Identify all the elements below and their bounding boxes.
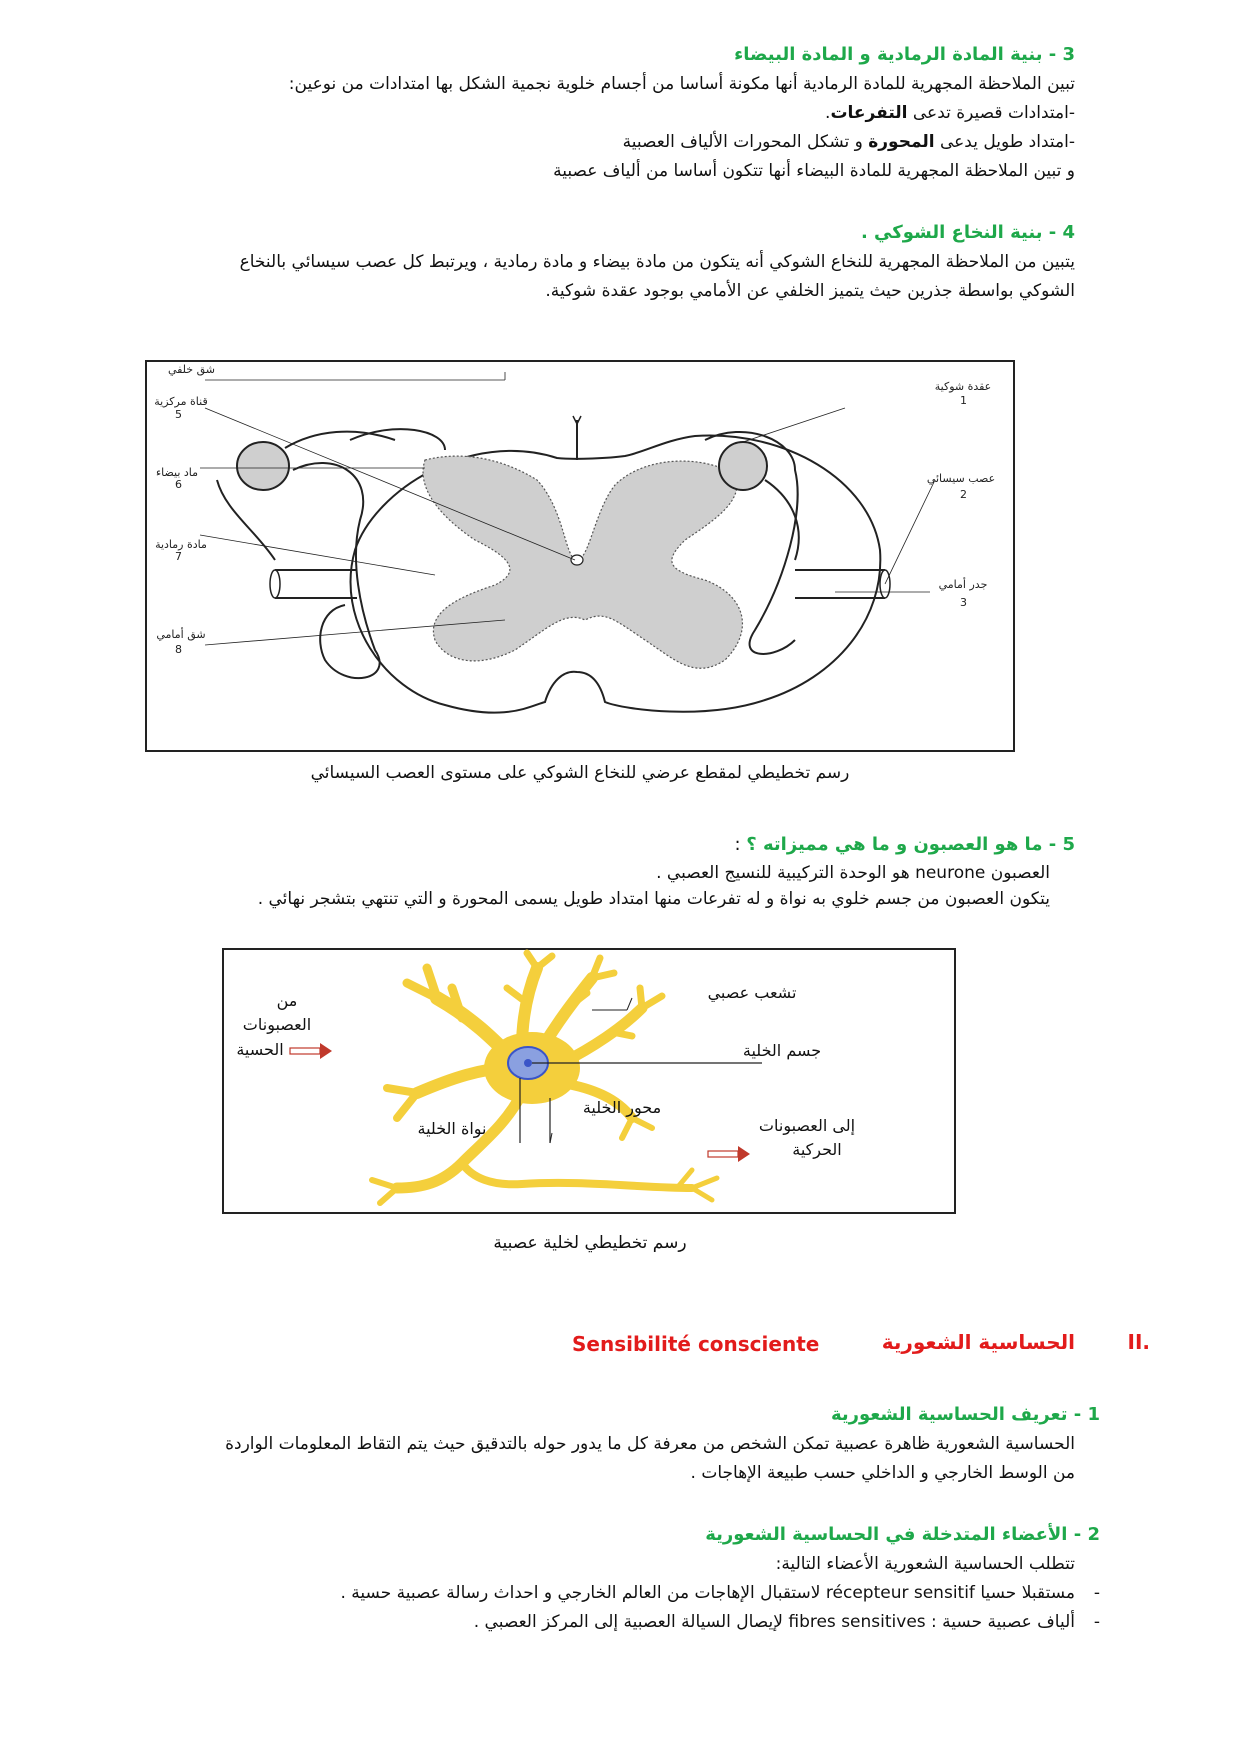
label-to-neurons: إلى العصبونات bbox=[758, 1116, 856, 1135]
part-2-section-2 bbox=[100, 1520, 1100, 1637]
s5-line1: العصبون neurone هو الوحدة التركيبية للنسيج العصبي . bbox=[656, 863, 1050, 883]
p2s2-intro: تتطلب الحساسية الشعورية الأعضاء التالية: bbox=[775, 1554, 1075, 1574]
label-anterior-root: جدر أمامي bbox=[938, 578, 988, 591]
p2s2-item1: -مستقبلا حسيا récepteur sensitif لاستقبال الإهاجات من العالم الخارجي و احداث رسالة عصبية حسية . bbox=[340, 1583, 1100, 1603]
label-dendrite: تشعب عصبي bbox=[707, 983, 797, 1002]
label-nucleus: نواة الخلية bbox=[417, 1119, 487, 1138]
label-num-2: 2 bbox=[960, 488, 967, 501]
label-motor: الحركية bbox=[792, 1140, 842, 1159]
label-central-canal: قناة مركزية bbox=[154, 395, 208, 408]
s3-line4: و تبين الملاحظة المجهرية للمادة البيضاء أنها تتكون أساسا من ألياف عصبية bbox=[553, 161, 1075, 181]
p2s1-heading: 1 - تعريف الحساسية الشعورية bbox=[830, 1404, 1100, 1425]
section-4-heading: 4 - بنية النخاع الشوكي . bbox=[860, 222, 1075, 243]
label-white-matter: ماد بيضاء bbox=[155, 466, 199, 479]
label-neurons-left: العصبونات bbox=[242, 1015, 312, 1034]
label-spinal-nerve: عصب سيسائي bbox=[926, 472, 996, 485]
label-num-7: 7 bbox=[175, 550, 182, 563]
label-num-8: 8 bbox=[175, 643, 182, 656]
section-5 bbox=[125, 830, 1075, 912]
section-4 bbox=[105, 218, 1075, 306]
left-ganglion bbox=[237, 442, 289, 490]
neuron-diagram-caption: رسم تخطيطي لخلية عصبية bbox=[493, 1233, 687, 1253]
p2s1-line2: من الوسط الخارجي و الداخلي حسب طبيعة الإهاجات . bbox=[690, 1463, 1075, 1483]
section-3 bbox=[175, 40, 1075, 186]
spinal-diagram-caption: رسم تخطيطي لمقطع عرضي للنخاع الشوكي على مستوى العصب السيسائي bbox=[310, 763, 850, 783]
neuron-diagram bbox=[222, 948, 956, 1214]
s4-line1: يتبين من الملاحظة المجهرية للنخاع الشوكي أنه يتكون من مادة بيضاء و مادة رمادية ، ويرتبط كل عصب سيسائي بالنخاع bbox=[239, 252, 1075, 272]
part-2-section-1 bbox=[90, 1400, 1100, 1488]
part-2-heading bbox=[0, 1330, 1240, 1364]
label-posterior-fissure: شق خلفي bbox=[167, 363, 215, 376]
central-canal bbox=[571, 555, 583, 565]
right-ganglion bbox=[719, 442, 767, 490]
s3-line3: -امتداد طويل يدعى المحورة و تشكل المحورات الألياف العصبية bbox=[622, 132, 1075, 152]
s4-line2: الشوكي بواسطة جذرين حيث يتميز الخلفي عن الأمامي بوجود عقدة شوكية. bbox=[545, 281, 1075, 301]
label-num-5: 5 bbox=[175, 408, 182, 421]
s3-line1: تبين الملاحظة المجهرية للمادة الرمادية أنها مكونة أساسا من أجسام خلوية نجمية الشكل بها امتدادات من نوعين: bbox=[288, 74, 1075, 94]
label-spinal-ganglion: عقدة شوكية bbox=[934, 380, 992, 393]
part-2-title-fr: Sensibilité consciente bbox=[572, 1332, 820, 1356]
label-num-1: 1 bbox=[960, 394, 967, 407]
label-sensory: الحسية bbox=[236, 1040, 284, 1059]
spinal-cord-diagram bbox=[145, 360, 1015, 752]
section-5-heading: 5 - ما هو العصبون و ما هي مميزاته ؟ : bbox=[734, 834, 1075, 855]
label-grey-matter: مادة رمادية bbox=[155, 538, 207, 551]
label-from: من bbox=[276, 991, 298, 1010]
p2s2-item2: -ألياف عصبية حسية : fibres sensitives لإيصال السيالة العصبية إلى المركز العصبي . bbox=[473, 1612, 1100, 1632]
part-2-title-ar: الحساسية الشعورية bbox=[881, 1330, 1075, 1354]
label-num-6: 6 bbox=[175, 478, 182, 491]
label-num-3: 3 bbox=[960, 596, 967, 609]
label-anterior-fissure: شق أمامي bbox=[156, 628, 206, 641]
label-cell-body: جسم الخلية bbox=[742, 1041, 822, 1060]
part-2-numeral: II. bbox=[1127, 1330, 1150, 1354]
p2s1-line1: الحساسية الشعورية ظاهرة عصبية تمكن الشخص من معرفة كل ما يدور حوله بالتدقيق حيث يتم التقاط المعلومات الواردة bbox=[225, 1434, 1075, 1454]
s5-line2: يتكون العصبون من جسم خلوي به نواة و له تفرعات منها امتداد طويل يسمى المحورة و التي تنتهي بتشجر نهائي . bbox=[257, 889, 1050, 909]
section-3-heading: 3 - بنية المادة الرمادية و المادة البيضاء bbox=[734, 44, 1075, 65]
s3-line2: -امتدادات قصيرة تدعى التفرعات. bbox=[825, 103, 1075, 123]
label-axon: محور الخلية bbox=[582, 1098, 662, 1117]
p2s2-heading: 2 - الأعضاء المتدخلة في الحساسية الشعورية bbox=[705, 1524, 1100, 1545]
